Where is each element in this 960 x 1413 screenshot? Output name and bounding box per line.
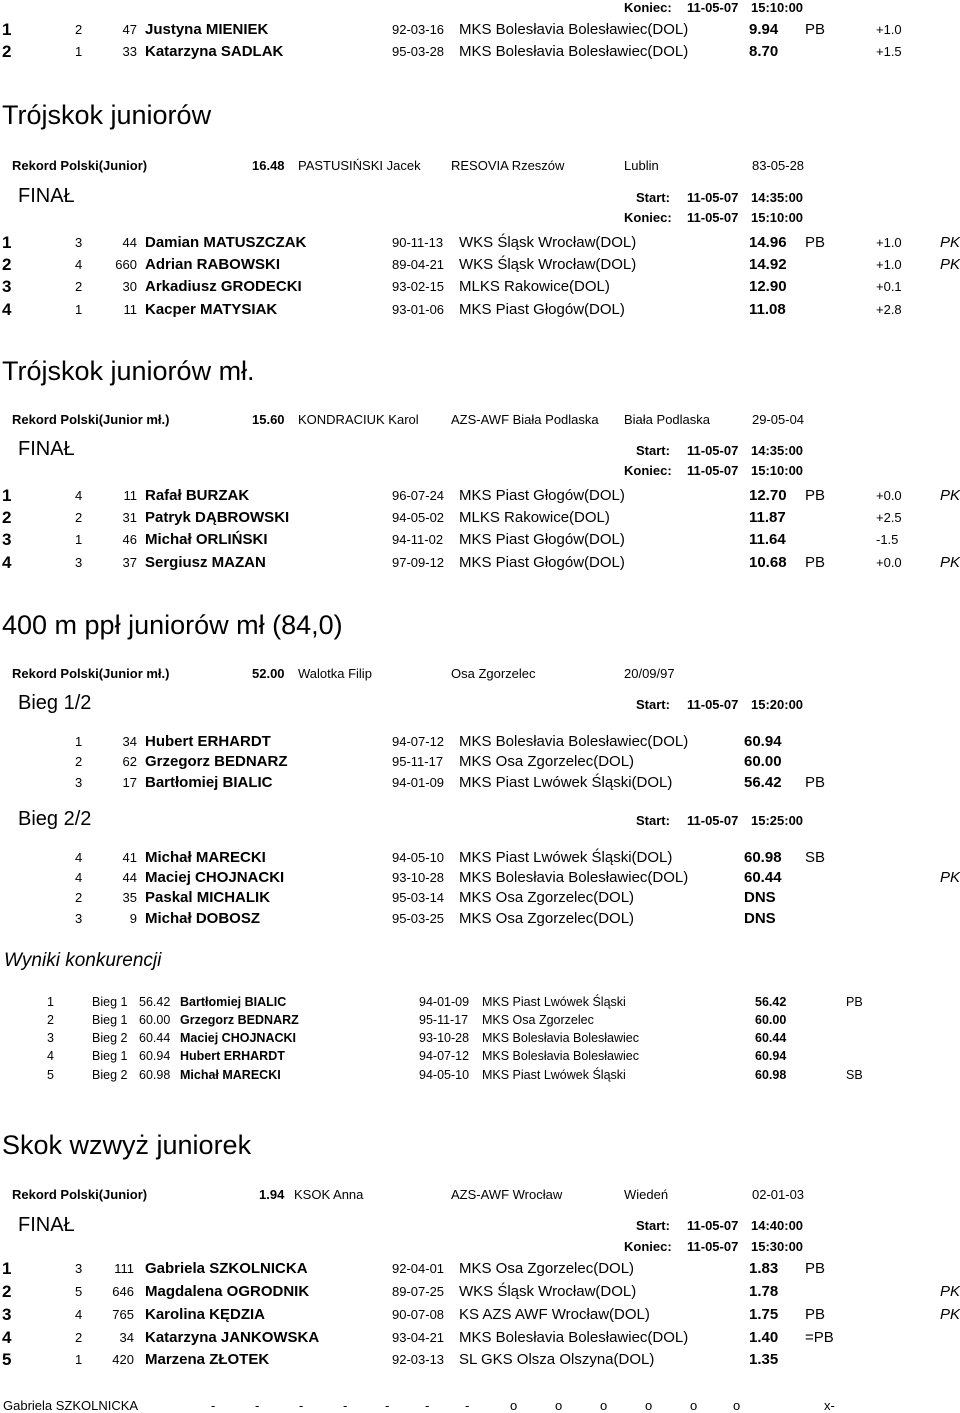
pk-flag: PK [940, 1306, 960, 1323]
record-note: PB [846, 995, 863, 1009]
lane-number: 3 [75, 235, 83, 250]
section-title: 400 m ppł juniorów mł (84,0) [2, 610, 343, 640]
bib-number: 37 [122, 555, 137, 570]
result-value: 8.70 [749, 43, 779, 60]
pk-flag: PK [940, 554, 960, 571]
athlete-name: Grzegorz BEDNARZ [145, 753, 288, 770]
athlete-name: Magdalena OGRODNIK [145, 1283, 310, 1300]
attempt-mark: o [600, 1398, 608, 1413]
club-name: WKS Śląsk Wrocław(DOL) [459, 256, 637, 273]
club-name: MKS Piast Lwówek Śląski [482, 1068, 626, 1082]
club-name: MKS Bolesłavia Bolesławiec [482, 1031, 640, 1045]
lane-number: 1 [75, 734, 83, 749]
result-value: DNS [744, 910, 776, 927]
result-value: 12.70 [749, 487, 787, 504]
athlete-name: Bartłomiej BIALIC [145, 774, 273, 791]
record-date: 20/09/97 [624, 666, 675, 681]
club-name: WKS Śląsk Wrocław(DOL) [459, 234, 637, 251]
section-title: Trójskok juniorów [2, 100, 212, 130]
athlete-name: Justyna MIENIEK [145, 21, 269, 38]
club-name: MLKS Rakowice(DOL) [459, 278, 610, 295]
bib-number: 660 [115, 257, 137, 272]
record-note: PB [805, 487, 826, 504]
bib-number: 47 [122, 22, 137, 37]
club-name: SL GKS Olsza Olszyna(DOL) [459, 1351, 655, 1368]
athlete-name: Michał MARECKI [145, 849, 266, 866]
record-label: Rekord Polski(Junior mł.) [12, 666, 170, 681]
attempt-mark: x- [824, 1398, 835, 1413]
athlete-name: Grzegorz BEDNARZ [180, 1013, 299, 1027]
lane-number: 1 [75, 532, 83, 547]
result-value: 11.64 [749, 531, 786, 548]
start-time: 14:35:00 [751, 443, 804, 458]
attempt-mark: - [255, 1398, 260, 1413]
heat-heading: Bieg 2/2 [18, 808, 92, 830]
bib-number: 111 [114, 1261, 134, 1276]
record-place: Lublin [624, 158, 659, 173]
birth-date: 95-03-25 [392, 911, 445, 926]
koniec-label: Koniec: [624, 463, 672, 478]
result-value: 12.90 [749, 278, 787, 295]
birth-date: 95-03-14 [392, 890, 445, 905]
lane-number: 2 [75, 510, 83, 525]
record-value: 15.60 [252, 412, 285, 427]
record-holder: KONDRACIUK Karol [298, 412, 419, 427]
result-value: 60.98 [744, 849, 782, 866]
birth-date: 94-01-09 [392, 775, 445, 790]
place-number: 5 [2, 1350, 12, 1369]
athlete-name: Bartłomiej BIALIC [180, 995, 287, 1009]
bib-number: 44 [122, 870, 137, 885]
place-number: 4 [2, 553, 12, 572]
start-label: Start: [636, 813, 670, 828]
record-place: Wiedeń [624, 1187, 669, 1202]
birth-date: 95-11-17 [419, 1013, 469, 1027]
start-time: 14:35:00 [751, 190, 804, 205]
heat-time: 60.94 [139, 1049, 171, 1063]
lane-number: 4 [75, 488, 83, 503]
club-name: MKS Osa Zgorzelec [482, 1013, 594, 1027]
start-time: 15:20:00 [751, 697, 804, 712]
club-name: MKS Osa Zgorzelec(DOL) [459, 753, 635, 770]
club-name: MKS Piast Głogów(DOL) [459, 531, 625, 548]
start-time: 15:25:00 [751, 813, 804, 828]
heat-name: Bieg 1 [92, 995, 128, 1009]
athlete-name: Michał MARECKI [180, 1068, 281, 1082]
lane-number: 1 [75, 44, 83, 59]
koniec-label: Koniec: [624, 0, 672, 15]
result-value: 60.94 [744, 733, 782, 750]
birth-date: 93-10-28 [392, 870, 445, 885]
record-label: Rekord Polski(Junior) [12, 1187, 148, 1202]
record-date: 83-05-28 [752, 158, 805, 173]
attempt-mark: o [555, 1398, 563, 1413]
koniec-date: 11-05-07 [687, 0, 739, 15]
pk-flag: PK [940, 256, 960, 273]
athlete-name: Kacper MATYSIAK [145, 301, 278, 318]
attempt-mark: - [385, 1398, 390, 1413]
place-number: 4 [2, 1328, 12, 1347]
heat-time: 56.42 [139, 995, 171, 1009]
birth-date: 96-07-24 [392, 488, 445, 503]
lane-number: 2 [75, 22, 83, 37]
pk-flag: PK [940, 487, 960, 504]
club-name: MKS Bolesłavia Bolesławiec(DOL) [459, 869, 689, 886]
bib-number: 62 [122, 754, 137, 769]
bib-number: 35 [122, 890, 137, 905]
start-time: 14:40:00 [751, 1218, 804, 1233]
lane-number: 3 [75, 911, 83, 926]
attempt-mark: o [510, 1398, 518, 1413]
bib-number: 17 [122, 775, 137, 790]
place-number: 3 [2, 1305, 12, 1324]
attempt-mark: - [465, 1398, 470, 1413]
attempt-mark: o [690, 1398, 698, 1413]
birth-date: 93-01-06 [392, 302, 445, 317]
athlete-name: Maciej CHOJNACKI [145, 869, 285, 886]
lane-number: 1 [75, 1352, 83, 1367]
birth-date: 93-10-28 [419, 1031, 470, 1045]
birth-date: 94-05-02 [392, 510, 445, 525]
lane-number: 5 [75, 1284, 83, 1299]
club-name: MKS Piast Głogów(DOL) [459, 487, 625, 504]
birth-date: 92-03-13 [392, 1352, 445, 1367]
section-title: Skok wzwyż juniorek [2, 1130, 252, 1160]
result-value: 14.92 [749, 256, 787, 273]
bib-number: 765 [112, 1307, 134, 1322]
place-number: 2 [2, 255, 12, 274]
birth-date: 92-04-01 [392, 1261, 445, 1276]
koniec-time: 15:10:00 [751, 0, 804, 15]
lane-number: 3 [75, 555, 83, 570]
result-value: 60.44 [744, 869, 782, 886]
koniec-date: 11-05-07 [687, 463, 739, 478]
birth-date: 94-07-12 [419, 1049, 470, 1063]
start-date: 11-05-07 [687, 813, 739, 828]
record-value: 52.00 [252, 666, 285, 681]
place-number: 2 [2, 42, 12, 61]
attempts-athlete: Gabriela SZKOLNICKA [3, 1398, 139, 1413]
record-note: PB [805, 234, 826, 251]
bib-number: 34 [122, 734, 137, 749]
place-number: 4 [2, 300, 12, 319]
athlete-name: Damian MATUSZCZAK [145, 234, 307, 251]
wind-value: +0.0 [876, 488, 902, 503]
pk-flag: PK [940, 234, 960, 251]
result-value: 10.68 [749, 554, 787, 571]
club-name: MKS Osa Zgorzelec(DOL) [459, 889, 635, 906]
bib-number: 646 [112, 1284, 134, 1299]
athlete-name: Michał DOBOSZ [145, 910, 261, 927]
start-date: 11-05-07 [687, 697, 739, 712]
place-number: 1 [2, 20, 12, 39]
place-number: 1 [47, 995, 54, 1009]
result-value: 60.00 [744, 753, 782, 770]
record-note: SB [805, 849, 826, 866]
athlete-name: Gabriela SZKOLNICKA [145, 1260, 308, 1277]
club-name: KS AZS AWF Wrocław(DOL) [459, 1306, 650, 1323]
wind-value: +1.5 [876, 44, 902, 59]
place-number: 2 [2, 1282, 12, 1301]
record-label: Rekord Polski(Junior) [12, 158, 148, 173]
place-number: 2 [2, 508, 12, 527]
club-name: MKS Bolesłavia Bolesławiec(DOL) [459, 43, 689, 60]
bib-number: 46 [122, 532, 137, 547]
birth-date: 89-04-21 [392, 257, 445, 272]
record-value: 16.48 [252, 158, 285, 173]
bib-number: 9 [129, 911, 137, 926]
results-heading: Wyniki konkurencji [4, 950, 162, 971]
athlete-name: Hubert ERHARDT [145, 733, 271, 750]
place-number: 1 [2, 1259, 12, 1278]
wind-value: +1.0 [876, 235, 902, 250]
start-label: Start: [636, 190, 670, 205]
pk-flag: PK [940, 1283, 960, 1300]
heat-name: Bieg 1 [92, 1049, 128, 1063]
place-number: 1 [2, 486, 12, 505]
athlete-name: Michał ORLIŃSKI [145, 531, 268, 548]
record-value: 1.94 [259, 1187, 285, 1202]
birth-date: 94-11-02 [392, 532, 444, 547]
record-date: 02-01-03 [752, 1187, 805, 1202]
pk-flag: PK [940, 869, 960, 886]
club-name: WKS Śląsk Wrocław(DOL) [459, 1283, 637, 1300]
result-value: 1.35 [749, 1351, 779, 1368]
bib-number: 31 [122, 510, 137, 525]
bib-number: 44 [122, 235, 137, 250]
lane-number: 4 [75, 257, 83, 272]
start-date: 11-05-07 [687, 190, 739, 205]
lane-number: 2 [75, 279, 83, 294]
heat-name: Bieg 2 [92, 1031, 128, 1045]
lane-number: 2 [75, 1330, 83, 1345]
heat-time: 60.44 [139, 1031, 171, 1045]
club-name: MLKS Rakowice(DOL) [459, 509, 610, 526]
result-value: 11.08 [749, 301, 786, 318]
place-number: 1 [2, 233, 12, 252]
club-name: MKS Piast Lwówek Śląski [482, 995, 626, 1009]
wind-value: +1.0 [876, 257, 902, 272]
heat-name: Bieg 1 [92, 1013, 128, 1027]
birth-date: 90-07-08 [392, 1307, 445, 1322]
club-name: MKS Osa Zgorzelec(DOL) [459, 1260, 635, 1277]
birth-date: 94-05-10 [419, 1068, 470, 1082]
koniec-time: 15:30:00 [751, 1239, 804, 1254]
place-number: 4 [47, 1049, 54, 1063]
start-date: 11-05-07 [687, 1218, 739, 1233]
lane-number: 4 [75, 870, 83, 885]
attempt-mark: - [343, 1398, 348, 1413]
record-note: =PB [805, 1329, 834, 1346]
club-name: MKS Osa Zgorzelec(DOL) [459, 910, 635, 927]
record-holder: KSOK Anna [294, 1187, 364, 1202]
heat-time: 60.98 [139, 1068, 171, 1082]
athlete-name: Marzena ZŁOTEK [145, 1351, 270, 1368]
bib-number: 33 [122, 44, 137, 59]
athlete-name: Sergiusz MAZAN [145, 554, 266, 571]
place-number: 3 [2, 530, 12, 549]
record-note: PB [805, 21, 826, 38]
record-holder: PASTUSIŃSKI Jacek [298, 158, 421, 173]
wind-value: +2.5 [876, 510, 902, 525]
lane-number: 2 [75, 754, 83, 769]
result-value: 60.94 [755, 1049, 787, 1063]
lane-number: 1 [75, 302, 83, 317]
bib-number: 41 [122, 850, 137, 865]
birth-date: 94-01-09 [419, 995, 470, 1009]
athlete-name: Patryk DĄBROWSKI [145, 509, 290, 526]
wind-value: +0.0 [876, 555, 902, 570]
athlete-name: Rafał BURZAK [145, 487, 250, 504]
record-club: Osa Zgorzelec [451, 666, 536, 681]
club-name: MKS Piast Lwówek Śląski(DOL) [459, 849, 673, 866]
heat-time: 60.00 [139, 1013, 171, 1027]
result-value: DNS [744, 889, 776, 906]
lane-number: 3 [75, 1261, 83, 1276]
place-number: 5 [47, 1068, 54, 1082]
birth-date: 95-03-28 [392, 44, 445, 59]
result-value: 56.42 [755, 995, 787, 1009]
athlete-name: Maciej CHOJNACKI [180, 1031, 296, 1045]
record-club: AZS-AWF Biała Podlaska [451, 412, 599, 427]
start-label: Start: [636, 697, 670, 712]
record-holder: Walotka Filip [298, 666, 372, 681]
record-note: PB [805, 1260, 826, 1277]
result-value: 1.83 [749, 1260, 779, 1277]
lane-number: 2 [75, 890, 83, 905]
athlete-name: Karolina KĘDZIA [145, 1306, 266, 1323]
attempt-mark: - [425, 1398, 430, 1413]
heat-name: Bieg 2 [92, 1068, 128, 1082]
athlete-name: Adrian RABOWSKI [145, 256, 280, 273]
place-number: 3 [47, 1031, 54, 1045]
koniec-time: 15:10:00 [751, 210, 804, 225]
athlete-name: Katarzyna SADLAK [145, 43, 284, 60]
wind-value: +1.0 [876, 22, 902, 37]
birth-date: 97-09-12 [392, 555, 445, 570]
record-note: PB [805, 1306, 826, 1323]
club-name: MKS Piast Głogów(DOL) [459, 554, 625, 571]
result-value: 56.42 [744, 774, 782, 791]
club-name: MKS Piast Głogów(DOL) [459, 301, 625, 318]
record-club: RESOVIA Rzeszów [451, 158, 565, 173]
lane-number: 3 [75, 775, 83, 790]
record-note: PB [805, 774, 826, 791]
bib-number: 11 [123, 488, 137, 503]
start-label: Start: [636, 1218, 670, 1233]
final-heading: FINAŁ [18, 1214, 75, 1236]
start-date: 11-05-07 [687, 443, 739, 458]
section-title: Trójskok juniorów mł. [2, 356, 255, 386]
birth-date: 95-11-17 [392, 754, 444, 769]
club-name: MKS Bolesłavia Bolesławiec [482, 1049, 640, 1063]
result-value: 60.00 [755, 1013, 787, 1027]
wind-value: +0.1 [876, 279, 902, 294]
club-name: MKS Piast Lwówek Śląski(DOL) [459, 774, 673, 791]
result-value: 1.40 [749, 1329, 779, 1346]
koniec-date: 11-05-07 [687, 210, 739, 225]
result-value: 1.78 [749, 1283, 779, 1300]
athlete-name: Katarzyna JANKOWSKA [145, 1329, 320, 1346]
koniec-time: 15:10:00 [751, 463, 804, 478]
record-note: SB [846, 1068, 863, 1082]
birth-date: 89-07-25 [392, 1284, 445, 1299]
birth-date: 93-04-21 [392, 1330, 445, 1345]
attempt-mark: - [299, 1398, 304, 1413]
record-place: Biała Podlaska [624, 412, 710, 427]
club-name: MKS Bolesłavia Bolesławiec(DOL) [459, 21, 689, 38]
place-number: 3 [2, 277, 12, 296]
record-club: AZS-AWF Wrocław [451, 1187, 563, 1202]
bib-number: 34 [119, 1330, 134, 1345]
birth-date: 90-11-13 [392, 235, 444, 250]
birth-date: 94-07-12 [392, 734, 445, 749]
lane-number: 4 [75, 1307, 83, 1322]
wind-value: -1.5 [876, 532, 899, 547]
koniec-label: Koniec: [624, 210, 672, 225]
result-value: 11.87 [749, 509, 786, 526]
heat-heading: Bieg 1/2 [18, 692, 92, 714]
result-value: 14.96 [749, 234, 787, 251]
result-value: 60.44 [755, 1031, 787, 1045]
attempt-mark: o [733, 1398, 741, 1413]
club-name: MKS Bolesłavia Bolesławiec(DOL) [459, 1329, 689, 1346]
attempt-mark: - [211, 1398, 216, 1413]
start-label: Start: [636, 443, 670, 458]
result-value: 60.98 [755, 1068, 787, 1082]
club-name: MKS Bolesłavia Bolesławiec(DOL) [459, 733, 689, 750]
record-label: Rekord Polski(Junior mł.) [12, 412, 170, 427]
wind-value: +2.8 [876, 302, 902, 317]
final-heading: FINAŁ [18, 438, 75, 460]
record-date: 29-05-04 [752, 412, 805, 427]
bib-number: 420 [112, 1352, 134, 1367]
athlete-name: Arkadiusz GRODECKI [145, 278, 302, 295]
bib-number: 30 [122, 279, 137, 294]
attempt-mark: o [645, 1398, 653, 1413]
record-note: PB [805, 554, 826, 571]
final-heading: FINAŁ [18, 185, 75, 207]
birth-date: 93-02-15 [392, 279, 445, 294]
koniec-date: 11-05-07 [687, 1239, 739, 1254]
bib-number: 11 [123, 302, 137, 317]
birth-date: 94-05-10 [392, 850, 445, 865]
koniec-label: Koniec: [624, 1239, 672, 1254]
athlete-name: Hubert ERHARDT [180, 1049, 285, 1063]
birth-date: 92-03-16 [392, 22, 445, 37]
lane-number: 4 [75, 850, 83, 865]
place-number: 2 [47, 1013, 54, 1027]
result-value: 1.75 [749, 1306, 779, 1323]
athlete-name: Paskal MICHALIK [145, 889, 271, 906]
result-value: 9.94 [749, 21, 779, 38]
